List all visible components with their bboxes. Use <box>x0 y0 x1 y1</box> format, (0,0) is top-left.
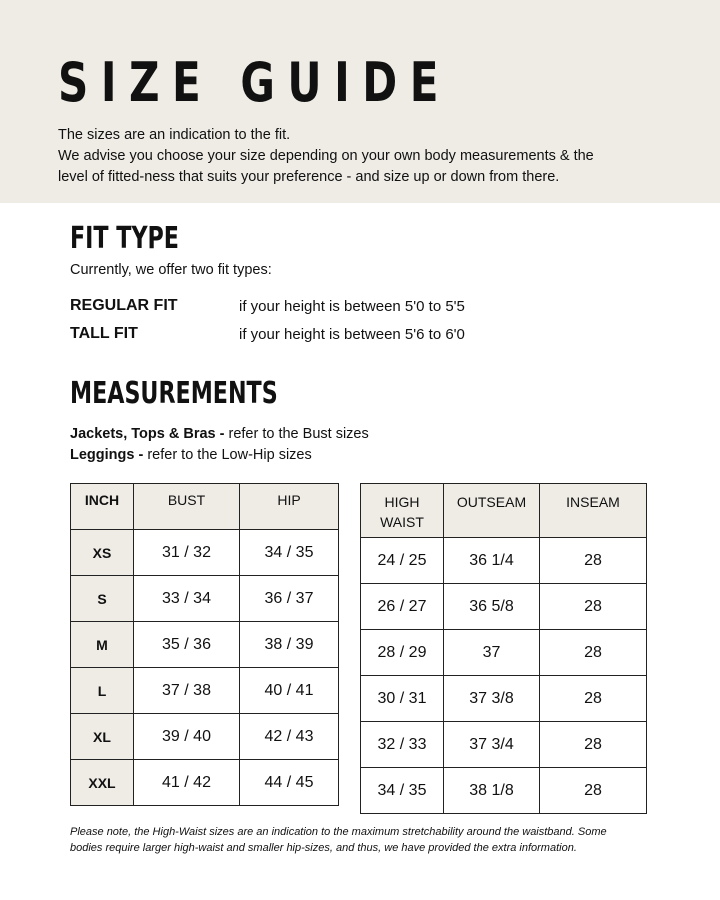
table-row <box>71 760 339 806</box>
note-line <box>70 445 369 466</box>
table-cell: 28 <box>540 722 647 768</box>
table-row <box>361 630 647 676</box>
table-cell: 37 / 38 <box>134 668 240 714</box>
table-cell: S <box>71 576 134 622</box>
table-row <box>71 576 339 622</box>
measurement-notes <box>70 424 369 466</box>
note-bold: Leggings - <box>70 447 144 463</box>
size-table-waist-seam <box>360 483 647 814</box>
table-cell: 31 / 32 <box>134 530 240 576</box>
size-table-bust-hip <box>70 483 339 806</box>
table-cell: 33 / 34 <box>134 576 240 622</box>
table-cell: 37 3/8 <box>444 676 540 722</box>
table-cell: XL <box>71 714 134 760</box>
column-header: HIP <box>240 484 339 530</box>
table-row <box>361 768 647 814</box>
fit-name: TALL FIT <box>70 325 138 342</box>
table-cell: L <box>71 668 134 714</box>
table-cell: 36 5/8 <box>444 584 540 630</box>
fit-name: REGULAR FIT <box>70 297 178 314</box>
table-cell: 28 <box>540 538 647 584</box>
footnote <box>70 824 670 856</box>
intro-line: The sizes are an indication to the fit. <box>58 127 291 143</box>
intro-line: level of fitted-ness that suits your preference - and size up or down from there. <box>58 169 560 185</box>
table-cell: 44 / 45 <box>240 760 339 806</box>
table-cell: 34 / 35 <box>361 768 444 814</box>
column-header: OUTSEAM <box>444 484 540 538</box>
table-cell: XS <box>71 530 134 576</box>
table-cell: 39 / 40 <box>134 714 240 760</box>
fit-desc: if your height is between 5'6 to 6'0 <box>239 326 465 343</box>
table-cell: 28 <box>540 676 647 722</box>
table-cell: 41 / 42 <box>134 760 240 806</box>
table-cell: 37 3/4 <box>444 722 540 768</box>
column-header: INCH <box>71 484 134 530</box>
table-cell: 34 / 35 <box>240 530 339 576</box>
measurements-heading: MEASUREMENTS <box>70 376 278 411</box>
table-cell: 36 1/4 <box>444 538 540 584</box>
fit-type-subtitle: Currently, we offer two fit types: <box>70 262 272 278</box>
fit-type-heading: FIT TYPE <box>70 221 179 256</box>
table-cell: 35 / 36 <box>134 622 240 668</box>
table-row <box>71 622 339 668</box>
footnote-line: bodies require larger high-waist and smaller hip-sizes, and thus, we have provided the extra information. <box>70 842 577 854</box>
table-cell: XXL <box>71 760 134 806</box>
table-cell: 28 / 29 <box>361 630 444 676</box>
table-row <box>71 668 339 714</box>
table-row <box>361 722 647 768</box>
table-row <box>71 714 339 760</box>
page-title: SIZE GUIDE <box>58 51 451 114</box>
note-text: refer to the Low-Hip sizes <box>143 447 312 463</box>
footnote-line: Please note, the High-Waist sizes are an indication to the maximum stretchability around the waistband. Some <box>70 826 607 838</box>
header-band <box>0 0 720 203</box>
table-row <box>361 676 647 722</box>
intro-line: We advise you choose your size depending on your own body measurements & the <box>58 148 594 164</box>
table-cell: M <box>71 622 134 668</box>
table-row <box>71 530 339 576</box>
column-header: INSEAM <box>540 484 647 538</box>
table-row <box>361 538 647 584</box>
table-cell: 42 / 43 <box>240 714 339 760</box>
note-line <box>70 424 369 445</box>
table-cell: 26 / 27 <box>361 584 444 630</box>
table-cell: 24 / 25 <box>361 538 444 584</box>
table-cell: 28 <box>540 584 647 630</box>
table-cell: 38 1/8 <box>444 768 540 814</box>
note-bold: Jackets, Tops & Bras - <box>70 426 225 442</box>
table-cell: 36 / 37 <box>240 576 339 622</box>
table-header-row <box>361 484 647 538</box>
table-cell: 28 <box>540 768 647 814</box>
table-cell: 28 <box>540 630 647 676</box>
column-header <box>361 484 444 538</box>
column-header: BUST <box>134 484 240 530</box>
fit-desc: if your height is between 5'0 to 5'5 <box>239 298 465 315</box>
table-row <box>361 584 647 630</box>
table-cell: 37 <box>444 630 540 676</box>
table-cell: 38 / 39 <box>240 622 339 668</box>
intro-text <box>58 125 658 188</box>
table-header-row <box>71 484 339 530</box>
note-text: refer to the Bust sizes <box>224 426 369 442</box>
table-cell: 40 / 41 <box>240 668 339 714</box>
table-cell: 30 / 31 <box>361 676 444 722</box>
table-cell: 32 / 33 <box>361 722 444 768</box>
header-line: WAIST <box>380 514 424 530</box>
header-line: HIGH <box>384 494 420 510</box>
